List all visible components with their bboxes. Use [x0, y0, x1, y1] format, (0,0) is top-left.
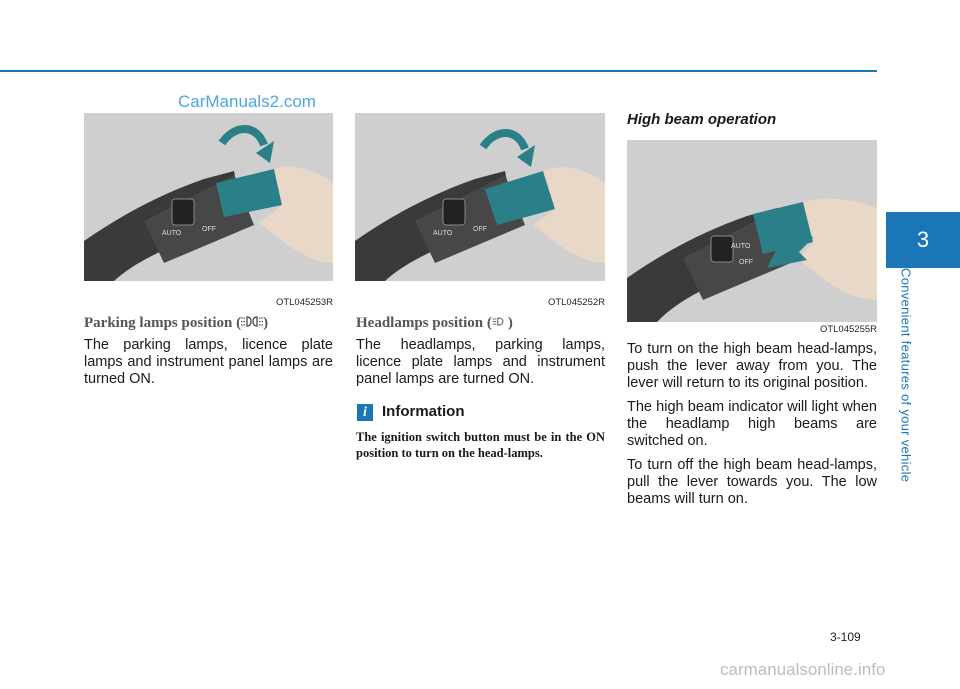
- high-beam-title: High beam operation: [627, 111, 777, 128]
- headlamps-paragraph: The headlamps, parking lamps, licence plate lamps and instrument panel lamps are turned ON.: [356, 337, 605, 387]
- headlamps-heading-close: ): [507, 315, 513, 331]
- headlamp-icon: [492, 315, 508, 328]
- info-icon: i: [357, 404, 373, 421]
- headlamps-heading-text: Headlamps position (: [356, 315, 492, 331]
- chapter-title-vertical: [882, 268, 930, 498]
- high-beam-paragraph-3: To turn off the high beam head-lamps, pull the lever towards you. The low beams will turn on.: [627, 457, 877, 507]
- information-label: Information: [382, 403, 465, 420]
- headlamps-heading: [356, 315, 616, 332]
- headlamps-body: [356, 337, 605, 395]
- svg-text:OFF: OFF: [739, 259, 753, 266]
- top-rule: [0, 70, 877, 72]
- high-beam-paragraph-1: To turn on the high beam head-lamps, push the lever away from you. The lever will return to its original position.: [627, 341, 877, 391]
- figure-parking-lamps: [84, 113, 333, 281]
- page-number: 3-109: [830, 630, 861, 644]
- parking-heading-close: ): [263, 315, 269, 331]
- parking-lamps-heading: [84, 315, 344, 332]
- figure-code-3: OTL045255R: [819, 324, 877, 335]
- watermark-top[interactable]: CarManuals2.com: [178, 92, 316, 111]
- watermark-bottom[interactable]: carmanualsonline.info: [720, 660, 886, 679]
- information-text: The ignition switch button must be in the ON position to turn on the head-lamps.: [356, 430, 605, 460]
- parking-heading-text: Parking lamps position (: [84, 315, 242, 331]
- parking-lamp-icon: [241, 315, 263, 328]
- figure-headlamps: [355, 113, 605, 281]
- high-beam-body: [627, 341, 877, 515]
- figure-high-beam: [627, 140, 877, 322]
- svg-text:OFF: OFF: [473, 226, 487, 233]
- svg-text:OFF: OFF: [202, 226, 216, 233]
- parking-lamps-paragraph: The parking lamps, licence plate lamps and instrument panel lamps are turned ON.: [84, 337, 333, 387]
- chapter-number-tab: 3: [886, 212, 960, 268]
- svg-text:AUTO: AUTO: [731, 243, 751, 250]
- figure-code-2: OTL045252R: [547, 297, 605, 308]
- svg-text:AUTO: AUTO: [162, 230, 182, 237]
- parking-lamps-body: [84, 337, 333, 395]
- svg-text:AUTO: AUTO: [433, 230, 453, 237]
- high-beam-paragraph-2: The high beam indicator will light when the headlamp high beams are switched on.: [627, 399, 877, 449]
- chapter-title: Convenient features of your vehicle: [898, 268, 914, 483]
- figure-code-1: OTL045253R: [275, 297, 333, 308]
